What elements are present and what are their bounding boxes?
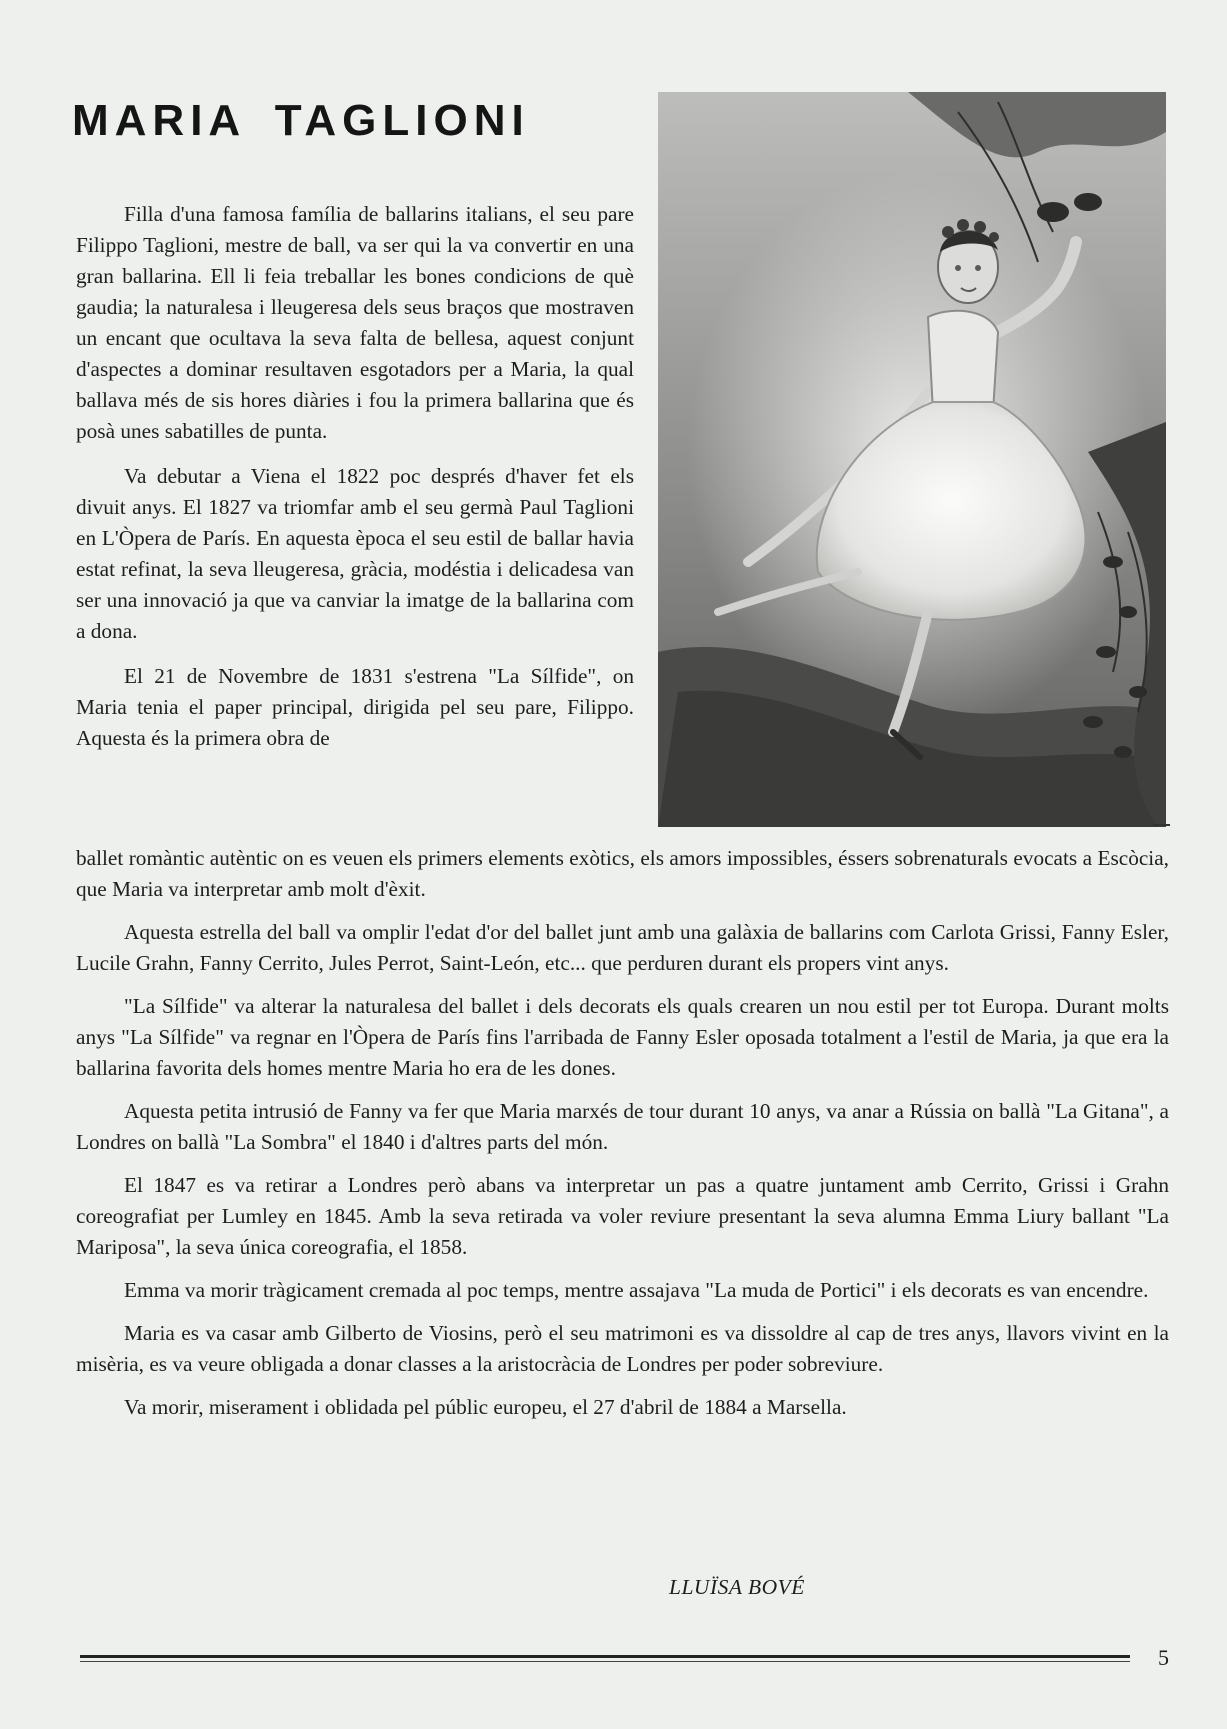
paragraph-9: Maria es va casar amb Gilberto de Viosins, però el seu matrimoni es va dissoldre al cap de tres anys, llavors vivint en la misèria, es va veure obligada a donar classes a la aristocràcia de Londres per poder sobreviure. — [76, 1321, 1169, 1376]
paragraph-4: Aquesta estrella del ball va omplir l'edat d'or del ballet junt amb una galàxia de ballarins com Carlota Grissi, Fanny Esler, Lucile Grahn, Fanny Cerrito, Jules Perrot, Saint-León, etc... que perduren durant els propers vint anys. — [76, 920, 1169, 975]
footer-rule — [80, 1655, 1130, 1658]
page-number: 5 — [1158, 1645, 1169, 1670]
margin-tick-mark — [1153, 824, 1170, 826]
footer-rule-thin — [80, 1661, 1130, 1662]
paragraph-5: "La Sílfide" va alterar la naturalesa del ballet i dels decorats els quals crearen un nou estil per tot Europa. Durant molts anys "La Sílfide" va regnar en l'Òpera de París fins l'arribada de Fanny Esler oposada totalment a l'estil de Maria, ja que era la ballarina favorita dels homes mentre Maria ho era de les dones. — [76, 994, 1169, 1080]
paragraph-2: Va debutar a Viena el 1822 poc després d'haver fet els divuit anys. El 1827 va triomfar amb el seu germà Paul Taglioni en L'Òpera de París. En aquesta època el seu estil de ballar havia estat refinat, la seva lleugeresa, gràcia, modéstia i delicadesa van ser una innovació ja que va canviar la imatge de la ballarina com a dona. — [76, 464, 634, 643]
paragraph-8: Emma va morir tràgicament cremada al poc temps, mentre assajava "La muda de Portici" i els decorats es van encendre. — [124, 1278, 1149, 1302]
paragraph-1: Filla d'una famosa família de ballarins italians, el seu pare Filippo Taglioni, mestre de ball, va ser qui la va convertir en una gran ballarina. Ell li feia treballar les bones condicions de què gaudia; la naturalesa i lleugeresa dels seus braços que mostraven un encant que ocultava la seva falta de bellesa, aquest conjunt d'aspectes a dominar resultaven esgotadors per a Maria, la qual ballava més de sis hores diàries i fou la primera ballarina que és posà unes sabatilles de punta. — [76, 202, 634, 443]
paragraph-3: El 21 de Novembre de 1831 s'estrena "La Sílfide", on Maria tenia el paper principal, dirigida pel seu pare, Filippo. Aquesta és la primera obra de — [76, 664, 634, 750]
ballerina-engraving — [658, 92, 1166, 827]
article-full-width-text — [76, 843, 1169, 1435]
author-byline: LLUÏSA BOVÉ — [669, 1575, 805, 1599]
paragraph-10: Va morir, miserament i oblidada pel públic europeu, el 27 d'abril de 1884 a Marsella. — [124, 1395, 847, 1419]
paragraph-3-continued: ballet romàntic autèntic on es veuen els primers elements exòtics, els amors impossibles, éssers sobrenaturals evocats a Escòcia, que Maria va interpretar amb molt d'èxit. — [76, 846, 1169, 901]
paragraph-6: Aquesta petita intrusió de Fanny va fer que Maria marxés de tour durant 10 anys, va anar a Rússia on ballà "La Gitana", a Londres on ballà "La Sombra" el 1840 i d'altres parts del món. — [76, 1099, 1169, 1154]
article-column-text — [76, 199, 634, 754]
article-title: MARIA TAGLIONI — [72, 96, 530, 145]
paragraph-7: El 1847 es va retirar a Londres però abans va interpretar un pas a quatre juntament amb Cerrito, Grissi i Grahn coreografiat per Lumley en 1845. Amb la seva retirada va voler reviure presentant la seva alumna Emma Liury ballant "La Mariposa", la seva única coreografia, el 1858. — [76, 1173, 1169, 1259]
